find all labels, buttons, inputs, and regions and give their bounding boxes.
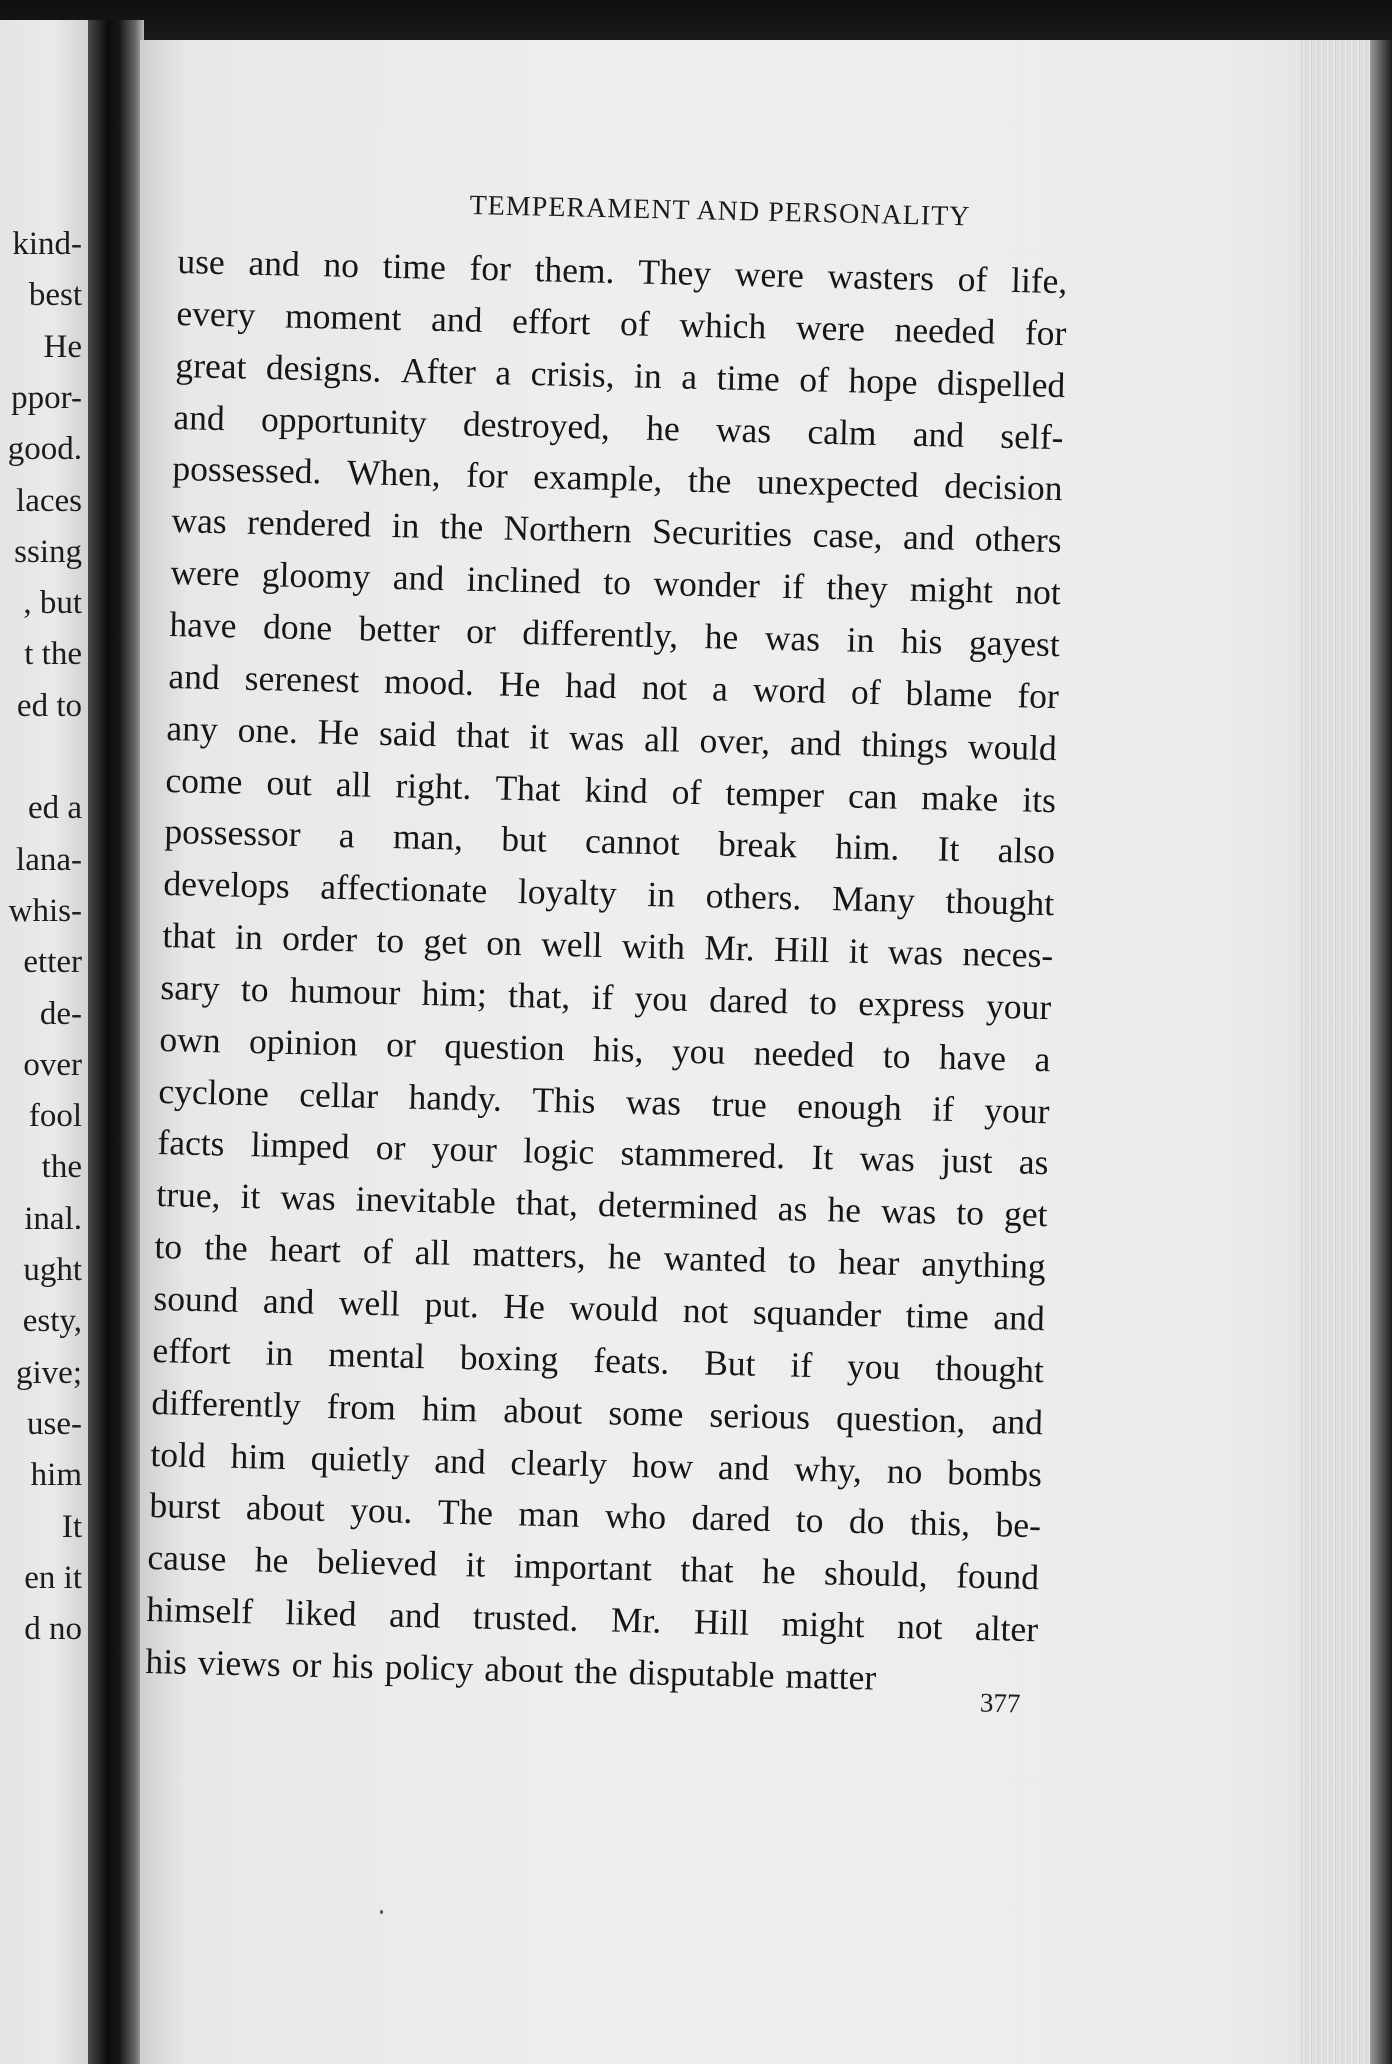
body-line: himself liked and trusted. Mr. Hill might not alter — [146, 1589, 1039, 1650]
page-number: 377 — [979, 1687, 1021, 1719]
body-line: sary to humour him; that, if you dared to express your — [160, 966, 1053, 1028]
left-page-line: give; — [16, 1354, 82, 1391]
body-line: every moment and effort of which were needed for — [175, 292, 1067, 354]
page-edges-stack — [1300, 40, 1392, 2064]
left-page-line: de- — [39, 995, 82, 1032]
left-page-line: ppor- — [11, 379, 82, 416]
running-head: TEMPERAMENT AND PERSONALITY — [469, 190, 971, 233]
body-line: his views or his policy about the disputable matter — [145, 1640, 877, 1698]
left-page-line: ed a — [27, 790, 82, 827]
left-page-line: lana- — [16, 841, 82, 878]
body-line: true, it was inevitable that, determined as he was to get — [155, 1174, 1048, 1235]
body-line: differently from him about some serious question, and — [150, 1381, 1044, 1442]
body-line: own opinion or question his, you needed to have a — [159, 1018, 1052, 1079]
body-line: and opportunity destroyed, he was calm and self- — [173, 396, 1065, 457]
body-line: use and no time for them. They were wasters of life, — [177, 240, 1068, 302]
left-page-line: d no — [24, 1611, 82, 1648]
body-line: cause he believed it important that he should, found — [147, 1537, 1040, 1598]
left-page-line: fool — [28, 1098, 82, 1135]
body-line: develops affectionate loyalty in others. Many thought — [162, 863, 1055, 924]
body-line: cyclone cellar handy. This was true enough if your — [158, 1070, 1050, 1131]
left-page-line: inal. — [24, 1200, 82, 1237]
left-page-line: en it — [24, 1559, 82, 1596]
scan-speck — [380, 1910, 383, 1914]
left-page-line: laces — [16, 482, 82, 519]
body-line: facts limped or your logic stammered. It was just as — [156, 1122, 1049, 1183]
body-line: were gloomy and inclined to wonder if they might not — [169, 552, 1062, 613]
body-line: burst about you. The man who dared to do this, be- — [148, 1485, 1041, 1546]
body-line: was rendered in the Northern Securities case, and others — [171, 500, 1063, 561]
left-page-line: ed to — [16, 687, 82, 724]
left-page-line: kind- — [12, 226, 82, 262]
left-page-line: ssing — [14, 533, 82, 570]
book-gutter — [88, 20, 144, 2064]
left-page-line: good. — [7, 431, 82, 468]
left-page-line: t the — [24, 636, 82, 673]
left-page-line: use- — [27, 1405, 82, 1442]
left-facing-page — [0, 20, 88, 2064]
left-page-line: best — [28, 277, 82, 314]
body-line: possessor a man, but cannot break him. It also — [164, 811, 1056, 872]
left-page-line: He — [43, 328, 82, 365]
body-line: great designs. After a crisis, in a time of hope dispelled — [174, 344, 1066, 405]
body-line: sound and well put. He would not squander time and — [153, 1278, 1046, 1339]
body-line: that in order to get on well with Mr. Hill it was neces- — [161, 915, 1054, 976]
body-line: and serenest mood. He had not a word of blame for — [167, 655, 1059, 717]
body-line: effort in mental boxing feats. But if you thought — [152, 1329, 1045, 1391]
body-line: possessed. When, for example, the unexpected decision — [172, 448, 1064, 509]
body-line: to the heart of all matters, he wanted to hear anything — [154, 1226, 1047, 1287]
body-line: told him quietly and clearly how and why, no bombs — [149, 1433, 1043, 1494]
left-page-line: ught — [23, 1252, 82, 1288]
left-page-line: over — [23, 1046, 82, 1083]
left-page-line: whis- — [8, 892, 82, 929]
left-page-line: esty, — [22, 1303, 82, 1340]
body-line: any one. He said that it was all over, and things would — [166, 707, 1058, 768]
body-line: have done better or differently, he was in his gayest — [168, 603, 1060, 665]
left-page-line: It — [61, 1508, 82, 1545]
left-page-line: , but — [23, 585, 82, 622]
left-page-line: him — [30, 1457, 82, 1494]
left-page-line: the — [41, 1149, 82, 1186]
body-line: come out all right. That kind of temper can make its — [165, 759, 1057, 820]
left-page-line: etter — [23, 944, 82, 981]
